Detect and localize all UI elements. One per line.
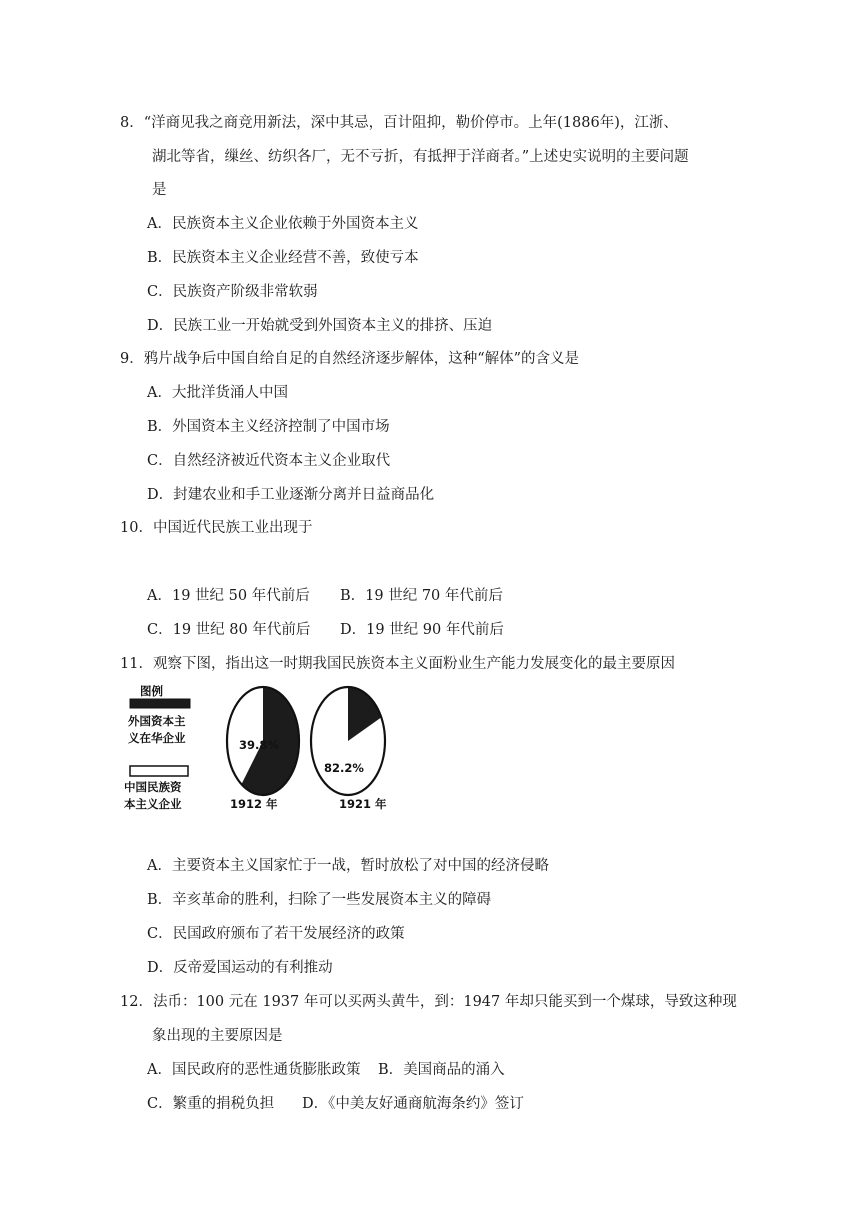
q9-option-d: D．封建农业和手工业逐渐分离并日益商品化 [147, 487, 435, 503]
q8-option-d: D．民族工业一开始就受到外国资本主义的排挤、压迫 [147, 318, 493, 334]
legend-foreign-line2: 义在华企业 [128, 731, 186, 745]
q10-option-c: C．19 世纪 80 年代前后 [147, 622, 311, 638]
q12-option-b: B．美国商品的涌入 [378, 1062, 505, 1078]
q8-option-b: B．民族资本主义企业经营不善，致使亏本 [147, 250, 419, 266]
legend-swatch-domestic [130, 766, 188, 776]
q12-stem-line1: 12．法币：100 元在 1937 年可以买两头黄牛，到：1947 年却只能买到一个煤球，导致这种现 [120, 994, 737, 1010]
q10-stem: 10．中国近代民族工业出现于 [120, 520, 313, 536]
q8-option-c: C．民族资产阶级非常软弱 [147, 284, 318, 300]
q10-option-b: B．19 世纪 70 年代前后 [340, 588, 503, 604]
q9-option-a: A．大批洋货涌人中国 [147, 385, 288, 401]
q11-option-c: C．民国政府颁布了若干发展经济的政策 [147, 926, 405, 942]
q10-option-a: A．19 世纪 50 年代前后 [147, 588, 310, 604]
legend-domestic-line1: 中国民族资 [124, 780, 182, 794]
pie-1912-value-label: 39.8% [239, 738, 279, 752]
legend-foreign-line1: 外国资本主 [128, 714, 186, 728]
q9-option-b: B．外国资本主义经济控制了中国市场 [147, 419, 390, 435]
q12-stem-line2: 象出现的主要原因是 [152, 1028, 283, 1044]
pie-1921 [311, 687, 385, 795]
q10-option-d: D．19 世纪 90 年代前后 [340, 622, 504, 638]
q9-option-c: C．自然经济被近代资本主义企业取代 [147, 453, 391, 469]
q11-option-a: A．主要资本主义国家忙于一战，暂时放松了对中国的经济侵略 [147, 858, 549, 874]
pie-1921-value-label: 82.2% [324, 761, 364, 775]
q8-stem-line2: 湖北等省，缫丝、纺织各厂，无不亏折，有抵押于洋商者。”上述史实说明的主要问题 [152, 149, 689, 165]
legend-swatch-foreign [130, 699, 190, 708]
q11-option-d: D．反帝爱国运动的有利推动 [147, 960, 333, 976]
pie-1921-year-label: 1921 年 [339, 797, 387, 811]
q12-option-a: A．国民政府的恶性通货膨胀政策 [147, 1062, 361, 1078]
pie-chart-figure [118, 680, 398, 815]
q11-stem: 11．观察下图，指出这一时期我国民族资本主义面粉业生产能力发展变化的最主要原因 [120, 656, 675, 672]
q11-option-b: B．辛亥革命的胜利，扫除了一些发展资本主义的障碍 [147, 892, 492, 908]
q8-option-a: A．民族资本主义企业依赖于外国资本主义 [147, 216, 419, 232]
q9-stem: 9．鸦片战争后中国自给自足的自然经济逐步解体，这种“解体”的含义是 [120, 351, 580, 367]
legend-domestic-line2: 本主义企业 [124, 797, 182, 811]
q8-stem-line3: 是 [152, 182, 167, 198]
legend-title: 图例 [140, 684, 163, 698]
q12-option-c: C．繁重的捐税负担 [147, 1096, 275, 1112]
q12-option-d: D．《中美友好通商航海条约》签订 [302, 1096, 524, 1112]
q8-stem-line1: 8．“洋商见我之商竞用新法，深中其忌，百计阻抑，勒价停市。上年(1886年)，江浙、 [120, 115, 678, 131]
pie-1912-year-label: 1912 年 [230, 797, 278, 811]
